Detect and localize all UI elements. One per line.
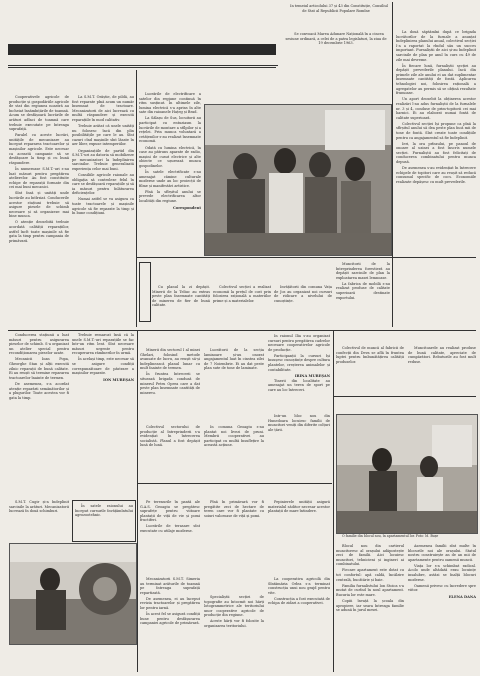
- noi-harti-body: Specialiștii secției de topografie au întocmit noi hărți lotogrammetrice ale teritoriului unor cooperative agricole de producție din regiune. Aceste hărți vor fi folosite la organizarea teritoriului.: [204, 595, 264, 629]
- lower-left-body-2: Trebuie remarcat însă că la unele S.M.T.-uri reparațiile se fac într-un ritm lent. Sînt necesare măsuri urgente pentru recuperarea rămînerilor în urmă. În același timp, este necesar să se asigure condiții corespunzătoare de păstrare a mașinilor reparate. ION MUREȘAN: [72, 333, 134, 382]
- decree-body: În temeiul articolului 37 și 43 din Constituție, Consiliul de Stat al Republicii Populare Romîne: [290, 4, 388, 13]
- lower-middle-col3: La cooperativa agricolă din Sîntămăria Orlea s-a terminat construcția unui nou grajd pentru vite. Construcția a fost executată de echipa de zidari a cooperativei.: [268, 577, 330, 606]
- viitoare-body-1: Pe terenurile în pantă ale G.A.S. Geoagiu se pregătesc suprafețe pentru viitoare plantații de viță de vie și pomi fructiferi. Lucrările de terasare sînt executate cu utilaje moderne.: [140, 500, 200, 534]
- noi-sate-body: Lucrările de electrificare a satelor din regiune continuă în ritm susținut. În ultimele zile, lumina electrică s-a aprins în alte sate din raioanele Hațeg și Brad. La Sălașu de Sus, locuitorii au participat cu entuziasm la lucrările de montare a stîlpilor și a rețelei. Prin munca voluntară a cetățenilor s-au realizat însemnate economii. Odată cu lumina electrică, în case au pătruns aparate de radio, mașini de cusut electrice și alte obiecte ce ușurează munca gospodinelor. În satele electrificate s-au amenajat cămine culturale moderne unde au loc proiecții de filme și manifestări artistice. Pînă la sfîrșitul anului se prevede electrificarea altor localități din regiune. Corespondent: [139, 92, 201, 210]
- posta-body-2: Colectivul secției a realizat economii la prețul de cost prin folosirea rațională a materiilor prime și a materialelor.: [213, 285, 271, 303]
- decree-box: În temeiul articolului 37 și 43 din Constituție, Consiliul de Stat al Republicii Populare Romîne Se convoacă Marea Adunare Națională în a cincea sesiune ordinară, a celei de a patra legislaturi, la ziua de 19 decembrie 1963.: [285, 4, 388, 46]
- reparare-body-col1: Cooperativele agricole de producție și gospodăriile agricole de stat din regiunea noastră au încheiat însămînțările de toamnă. Acum se desfășoară lucrările de arături adînci de toamnă care trebuie executate pe întreaga suprafață. Paralel cu aceste lucrări, unitățile de mecanizare au început repararea tractoarelor și mașinilor agricole. Este necesar ca această campanie să se desfășoare la timp și cu bună răspundere. În numeroase S.M.T.-uri s-au luat măsuri pentru pregătirea atelierelor. Au fost constituite echipe de reparații formate din cei mai buni mecanici. Sînt însă și unități unde lucrările au întîrziat. Conducerile acestor stațiuni trebuie să asigure piesele de schimb necesare și să organizeze mai bine munca. O atenție deosebită trebuie acordată calității reparațiilor, astfel încît toate mașinile să fie gata la timp pentru campania de primăvară.: [9, 95, 69, 243]
- workshop-photo: [10, 544, 136, 644]
- bottom-left-caption: [9, 646, 135, 672]
- sector-body: Colectivul sectorului de producție al întreprinderii s-a evidențiat în întrecerea socialistă. Planul a fost depășit lună de lună.: [140, 425, 200, 448]
- familie-body-1: Blocul nou din cartierul muncitoresc al orașului adăpostește zeci de familii. Aici locuiesc muncitori, tehnicieni și ingineri ai combinatului. Fiecare apartament este dotat cu tot confortul: apă caldă, încălzire centrală, bucătărie și baie. Familia furnalistului Ion Stoica s-a mutat de curînd în noul apartament. Bucuria lor este mare. Copiii învață la școala din apropiere, iar seara întreaga familie se adună în jurul mesei.: [336, 544, 404, 613]
- viitoare-body-2: Pînă în primăvară vor fi pregătite zeci de hectare de teren care vor fi plantate cu soiuri valoroase de viță și pomi.: [204, 500, 264, 518]
- prunii-body: În comuna Geoagiu s-au plantat noi livezi de pruni. Membrii cooperativei au participat cu multă însuflețire la această acțiune.: [204, 425, 264, 448]
- top-photo: [204, 104, 392, 256]
- familie-body-2: Asemenea familii sînt multe în blocurile noi ale orașului. Statul nostru construiește an de an mii de apartamente pentru oamenii muncii. Viața lor s-a schimbat radical. Acolo unde altădată erau locuințe insalubre, astăzi se înalță blocuri moderne. Oamenii privesc cu încredere spre viitor. ELENA DANA: [408, 544, 476, 599]
- furnale-body: La două săptămîni după ce brigada lucrătorilor de la furnale a anunțat îndeplinirea planului anual, colectivul secției I-a a raportat la rîndul său un succes important. Furnaliștii de aici și-au îndeplinit sarcinile de plan pe anul în curs cu 49 de zile mai devreme. În fiecare lună, furnaliștii secției au depășit prevederile planului. Încă din primele zile ale anului ei au dat suplimentar însemnate cantități de fontă. Aplicarea tehnologiei noi, folosirea rațională a agregatelor au permis să se obțină rezultate frumoase. Un aport deosebit la obținerea acestor realizări l-au adus furnaliștii de la furnalele nr. 3 și 4, conduse de prim-topitorii cei mai harnici. Ei au elaborat numai fontă de calitate superioară. Colectivul secției își propune ca pînă la sfîrșitul anului să dea peste plan încă mii de tone de fontă. Sînt create toate condițiile pentru ca angajamentul să fie îndeplinit. Ieri, la ora prînzului, pe panoul de onoare al uzinei a fost înscris numele secției. Furnaliștii au fost felicitați de conducerea combinatului pentru munca depusă. De asemenea s-au evidențiat în întrecere echipele de topitori care au reușit să reducă consumul specific de cocs. Economiile realizate depășesc cu mult prevederile.: [396, 30, 476, 184]
- familie-intro: Într-un bloc nou din Hunedoara locuiesc familii de muncitori veniți din diferite colțuri ale țării.: [268, 414, 330, 432]
- noi-cursuri-box: În satele raionului au început cursurile învățămîntului agrozootehnic.: [72, 500, 136, 542]
- family-at-home-photo: [337, 415, 477, 533]
- emi-dea-box: [139, 262, 151, 322]
- issue-info-row: [8, 57, 278, 66]
- reparare-body-col2: La S.M.T. Orăștie, de pildă, au fost reparate pînă acum un număr însemnat de tractoare. Mecanizatorii de aici lucrează cu multă răspundere și execută reparațiile în mod calitativ. Trebuie arătat că unele unități nu folosesc încă din plin posibilitățile pe care le au. Sînt cazuri cînd mașinile sînt lăsate în aer liber, expuse intemperiilor. Organizațiile de partid din S.M.T.-uri au datoria să mobilizeze pe mecanizatori la îndeplinirea sarcinilor. Trebuie generalizată experiența celor mai buni. Consiliile agricole raionale au obligația să controleze felul în care se desfășoară reparațiile și să ia măsuri pentru înlăturarea deficiențelor. Numai astfel se va asigura ca toate tractoarele și mașinile agricole să fie reparate la timp și în bune condițiuni.: [72, 95, 134, 216]
- lower-left-body: Conducerea stațiunii a luat măsuri pentru asigurarea pieselor de schimb. S-a organizat un atelier special pentru recondiționarea pieselor uzate. Mecanicii Ioan Popa, Gheorghe Stan și alții execută zilnic reparații de bună calitate. Ei au reușit să termine repararea tractoarelor înainte de termen. De asemenea, s-a acordat atenție reparării semănătorilor și a plugurilor. Toate acestea vor fi gata la timp.: [9, 333, 69, 400]
- posta-body-1: Cu planul la zi depășit. Minerii de la Teliuc au extras peste plan însemnate cantități de minereu de fier de bună calitate.: [152, 285, 210, 308]
- posta-body-3: Învățătorii din comuna Vața de Jos au organizat noi cursuri de ridicare a nivelului de cunoștințe.: [274, 285, 332, 303]
- group-of-people-photo: [205, 105, 391, 255]
- family-photo: [336, 414, 478, 534]
- viitoare-body-3: Pepinierele unității asigură materialul săditor necesar acestor plantații de mare întindere.: [268, 500, 330, 514]
- angajament-body: Lucrătorii de la secția laminoare și-au onorat angajamentul luat în cinstea zilei de 7 Noiembrie. Ei au dat peste plan sute de tone de laminate.: [204, 348, 264, 371]
- fruntea-body-1: Colectivul de muncă al fabricii de confecții din Deva se află în fruntea luptei pentru îmbunătățirea calității produselor.: [336, 346, 404, 364]
- middle-body-3: În raionul Ilia s-au organizat cursuri pentru pregătirea cadrelor necesare cooperativelor agricole de producție. Participanții la cursuri își însușesc cunoștințe despre cultura plantelor, creșterea animalelor și contabilitate. IRINA MUREȘAN Tinerii din localitate au amenajat un teren de sport pe care au loc întreceri.: [268, 334, 330, 393]
- masthead-subtitle: [8, 44, 276, 55]
- fruntea-body-2: Muncitoarele au realizat produse de bună calitate, apreciate de cumpărători. Rebuturile au fost mult reduse.: [408, 346, 476, 364]
- cu-planul-body: Minerii din sectorul I al minei Ghelari, folosind metode avansate de lucru, au reușit să-și îndeplinească planul lunar cu mult înainte de termen. În fruntea întrecerii se situează brigada condusă de minerul Petru Oprea care a dat peste plan însemnate cantități de minereu.: [140, 348, 200, 395]
- family-caption: O familie din blocul nou, în apartamentul lor. Foto: M. Bușe: [342, 534, 439, 538]
- lower-middle-col1: Mecanizatorii S.M.T. Simeria au terminat arăturile de toamnă pe întreaga suprafață repartizată. De asemenea, ei au început revizia tractoarelor și pregătirea lor pentru iarnă. În acest fel se asigură condiții bune pentru desfășurarea campaniei agricole de primăvară.: [140, 577, 200, 626]
- bottom-left-photo: [9, 543, 137, 645]
- posta-body-4: Muncitorii de la întreprinderea forestieră au depășit sarcinile de plan la exploatarea masei lemnoase. La fabrica de mobilă s-au realizat produse de calitate superioară destinate exportului.: [336, 262, 390, 300]
- lower-left-body-3: S.M.T. Cugir și-a îndeplinit sarcinile la arături. Mecanizatorii lucrează în două schimburi.: [9, 500, 69, 514]
